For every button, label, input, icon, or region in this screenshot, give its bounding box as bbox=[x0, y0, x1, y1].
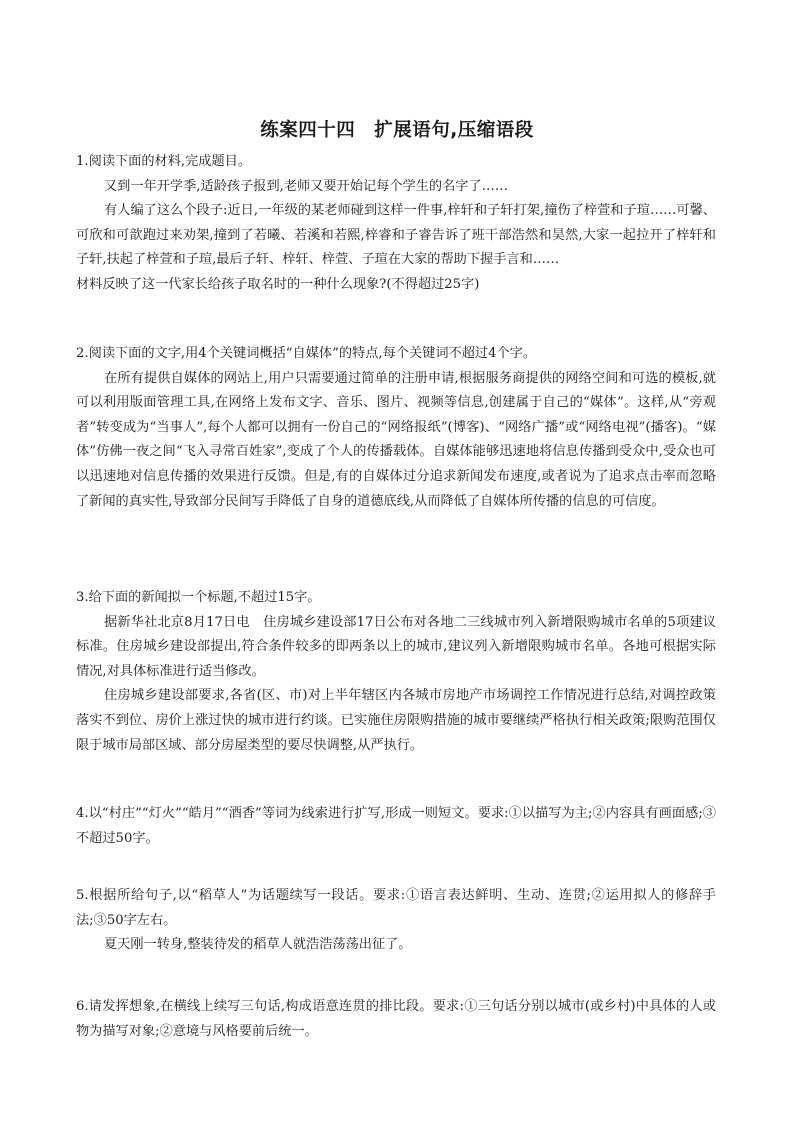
question-1-prompt: 材料反映了这一代家长给孩子取名时的一种什么现象?(不得超过25字) bbox=[76, 276, 480, 292]
page-title: 练案四十四 扩展语句,压缩语段 bbox=[260, 120, 534, 141]
question-3 bbox=[76, 586, 716, 758]
question-3-paragraph-1: 据新华社北京8月17日电 住房城乡建设部17日公布对各地二三线城市列入新增限购城市名单的5项建议标准。住房城乡建设部提出,符合条件较多的即两条以上的城市,建议列入新增限购城市名单。各地可根据实际情况,对具体标准进行适当修改。 bbox=[76, 614, 716, 679]
question-5 bbox=[76, 884, 716, 958]
question-1-paragraph-1: 又到一年开学季,适龄孩子报到,老师又要开始记每个学生的名字了…… bbox=[104, 178, 509, 194]
question-2-paragraph-1: 在所有提供自媒体的网站上,用户只需要通过简单的注册申请,根据服务商提供的网络空间和可选的模板,就可以利用版面管理工具,在网络上发布文字、音乐、图片、视频等信息,创建属于自己的“媒体”。这样,从“旁观者”转变成为“当事人”,每个人都可以拥有一份自己的“网络报纸”(博客)、“网络广播”或“网络电视”(播客)。“媒体”仿佛一夜之间“飞入寻常百姓家”,变成了个人的传播载体。自媒体能够迅速地将信息传播到受众中,受众也可以迅速地对信息传播的效果进行反馈。但是,有的自媒体过分追求新闻发布速度,或者说为了追求点击率而忽略了新闻的真实性,导致部分民间写手降低了自身的道德底线,从而降低了自媒体所传播的信息的可信度。 bbox=[76, 370, 716, 509]
question-5-paragraph-1: 夏天刚一转身,整装待发的稻草人就浩浩荡荡出征了。 bbox=[104, 937, 412, 953]
question-3-paragraph-2: 住房城乡建设部要求,各省(区、市)对上半年辖区内各城市房地产市场调控工作情况进行总结,对调控政策落实不到位、房价上涨过快的城市进行约谈。已实施住房限购措施的城市要继续严格执行相关政策;限购范围仅限于城市局部区域、部分房屋类型的要尽快调整,从严执行。 bbox=[76, 688, 716, 753]
question-1 bbox=[76, 150, 716, 298]
question-3-stem: 3.给下面的新闻拟一个标题,不超过15字。 bbox=[76, 590, 321, 605]
question-1-stem: 1.阅读下面的材料,完成题目。 bbox=[76, 154, 252, 169]
question-4 bbox=[76, 802, 716, 851]
question-5-stem: 5.根据所给句子,以“稻草人”为话题续写一段话。要求:①语言表达鲜明、生动、连贯;②运用拟人的修辞手法;③50字左右。 bbox=[76, 888, 716, 928]
question-4-stem: 4.以“村庄”“灯火”“皓月”“酒香”等词为线索进行扩写,形成一则短文。要求:①以描写为主;②内容具有画面感;③不超过50字。 bbox=[76, 806, 716, 846]
question-1-paragraph-2: 有人编了这么个段子:近日,一年级的某老师碰到这样一件事,梓轩和子轩打架,撞伤了梓萱和子瑄……可馨、可欣和可歆跑过来劝架,撞到了若曦、若溪和若熙,梓睿和子睿告诉了班干部浩然和昊然,大家一起拉开了梓轩和子轩,扶起了梓萱和子瑄,最后子轩、梓轩、梓萱、子瑄在大家的帮助下握手言和…… bbox=[76, 203, 716, 268]
question-2-stem: 2.阅读下面的文字,用4个关键词概括“自媒体”的特点,每个关键词不超过4个字。 bbox=[76, 346, 537, 361]
question-2 bbox=[76, 342, 716, 514]
question-6-stem: 6.请发挥想象,在横线上续写三句话,构成语意连贯的排比段。要求:①三句话分别以城市(或乡村)中具体的人或物为描写对象;②意境与风格要前后统一。 bbox=[76, 999, 716, 1039]
question-6 bbox=[76, 995, 716, 1044]
